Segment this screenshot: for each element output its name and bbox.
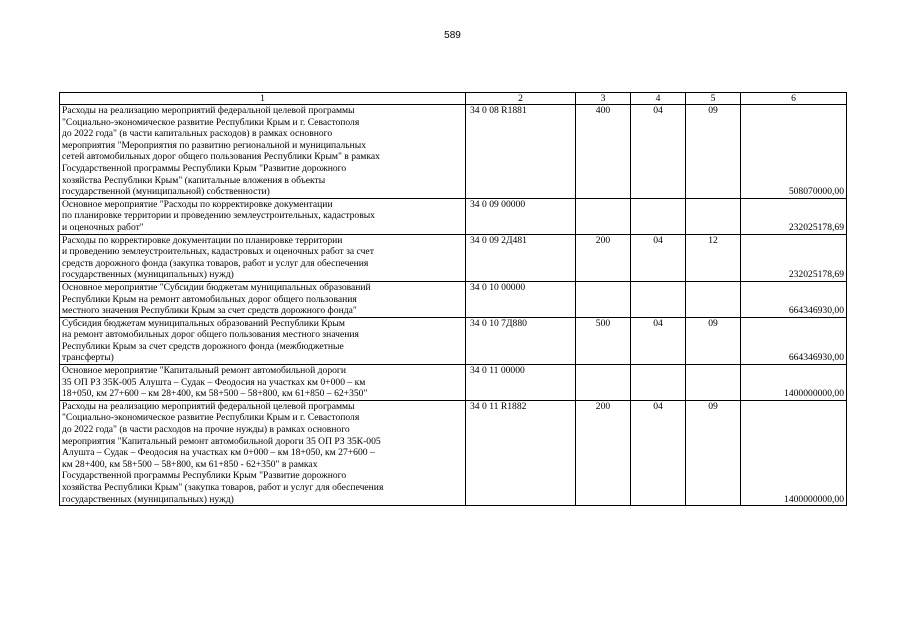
- description-line: трансферты): [62, 352, 114, 364]
- description-line: хозяйства Республики Крым" (закупка товаров, работ и услуг для обеспечения: [62, 482, 384, 493]
- description-line: мероприятия "Мероприятия по развитию региональной и муниципальных: [62, 139, 367, 151]
- row-col4: 04: [631, 234, 686, 281]
- row-code: 34 0 11 00000: [466, 365, 576, 401]
- row-col3: 200: [576, 400, 631, 505]
- budget-table: [59, 92, 847, 506]
- description-line: Алушта – Судак – Феодосия на участках км 0+000 – км 18+050, км 27+600 –: [62, 447, 375, 459]
- description-line: местного значения Республики Крым за счет средств дорожного фонда": [62, 305, 357, 317]
- description-line: хозяйства Республики Крым" (капитальные вложения в объекты: [62, 174, 326, 186]
- row-description: [60, 105, 466, 199]
- description-line: и проведению землеустроительных, кадастровых и оценочных работ за счет: [62, 246, 374, 258]
- page-number: 589: [444, 30, 461, 41]
- row-col4: 04: [631, 400, 686, 505]
- table-row: [60, 198, 847, 234]
- table-row: [60, 365, 847, 401]
- description-line: 18+050, км 27+600 – км 28+400, км 58+500 – 58+800, км 61+850 – 62+350": [62, 388, 368, 400]
- description-line: Основное мероприятие "Капитальный ремонт автомобильной дороги: [62, 365, 346, 377]
- row-description: [60, 317, 466, 364]
- row-col3: 500: [576, 317, 631, 364]
- row-col3: [576, 365, 631, 401]
- row-amount: 1400000000,00: [741, 365, 847, 401]
- row-col4: [631, 281, 686, 317]
- table-row: [60, 317, 847, 364]
- row-col5: [686, 365, 741, 401]
- row-col5: 09: [686, 400, 741, 505]
- row-col5: 12: [686, 234, 741, 281]
- table-row: [60, 105, 847, 199]
- description-line: до 2022 года" (в части расходов на прочие нужды) в рамках основного: [62, 424, 350, 436]
- row-description: [60, 281, 466, 317]
- row-code: 34 0 09 00000: [466, 198, 576, 234]
- row-code: 34 0 11 R1882: [466, 400, 576, 505]
- description-line: Государственной программы Республики Крым "Развитие дорожного: [62, 162, 347, 174]
- row-col3: [576, 281, 631, 317]
- description-line: сетей автомобильных дорог общего пользования Республики Крым" в рамках: [62, 151, 380, 163]
- row-col4: 04: [631, 317, 686, 364]
- description-line: Расходы на реализацию мероприятий федеральной целевой программы: [62, 105, 355, 116]
- row-amount: 232025178,69: [741, 198, 847, 234]
- row-col5: [686, 281, 741, 317]
- row-code: 34 0 08 R1881: [466, 105, 576, 199]
- row-amount: 664346930,00: [741, 281, 847, 317]
- row-col3: [576, 198, 631, 234]
- row-code: 34 0 09 2Д481: [466, 234, 576, 281]
- row-description: [60, 234, 466, 281]
- description-line: государственных (муниципальных) нужд): [62, 269, 234, 281]
- description-line: "Социально-экономическое развитие Республики Крым и г. Севастополя: [62, 412, 360, 424]
- description-line: Государственной программы Республики Крым "Развитие дорожного: [62, 470, 347, 482]
- description-line: Основное мероприятие "Расходы по корректировке документации: [62, 198, 333, 210]
- row-description: [60, 198, 466, 234]
- description-line: Субсидия бюджетам муниципальных образований Республики Крым: [62, 317, 345, 329]
- row-amount: 508070000,00: [741, 105, 847, 199]
- description-line: Республики Крым за счет средств дорожного фонда (межбюджетные: [62, 340, 344, 352]
- row-col5: 09: [686, 317, 741, 364]
- row-code: 34 0 10 00000: [466, 281, 576, 317]
- description-line: на ремонт автомобильных дорог общего пользования местного значения: [62, 329, 359, 341]
- row-amount: 232025178,69: [741, 234, 847, 281]
- header-row: [60, 93, 847, 105]
- description-line: "Социально-экономическое развитие Республики Крым и г. Севастополя: [62, 116, 360, 128]
- row-description: [60, 400, 466, 505]
- row-description: [60, 365, 466, 401]
- table-row: [60, 234, 847, 281]
- description-line: государственных (муниципальных) нужд): [62, 493, 234, 505]
- header-cell-4: 4: [631, 93, 686, 105]
- description-line: Республики Крым на ремонт автомобильных дорог общего пользования: [62, 293, 357, 305]
- description-line: км 28+400, км 58+500 – 58+800, км 61+850 - 62+350" в рамках: [62, 458, 318, 470]
- description-line: и оценочных работ": [62, 221, 144, 233]
- header-cell-6: 6: [741, 93, 847, 105]
- header-cell-2: 2: [466, 93, 576, 105]
- row-col4: [631, 365, 686, 401]
- description-line: Расходы на реализацию мероприятий федеральной целевой программы: [62, 400, 355, 412]
- description-line: Основное мероприятие "Субсидии бюджетам муниципальных образований: [62, 281, 371, 293]
- row-col5: [686, 198, 741, 234]
- row-col3: 400: [576, 105, 631, 199]
- description-line: Расходы по корректировке документации по планировке территории: [62, 234, 343, 246]
- header-cell-5: 5: [686, 93, 741, 105]
- row-amount: 1400000000,00: [741, 400, 847, 505]
- description-line: государственной (муниципальной) собственности): [62, 186, 270, 198]
- row-col4: 04: [631, 105, 686, 199]
- description-line: 35 ОП РЗ 35К-005 Алушта – Судак – Феодосия на участках км 0+000 – км: [62, 376, 366, 388]
- description-line: мероприятия "Капитальный ремонт автомобильной дороги 35 ОП РЗ 35К-005: [62, 435, 381, 447]
- table-row: [60, 281, 847, 317]
- description-line: по планировке территории и проведению землеустроительных, кадастровых: [62, 210, 375, 222]
- description-line: средств дорожного фонда (закупка товаров, работ и услуг для обеспечения: [62, 257, 369, 269]
- row-col3: 200: [576, 234, 631, 281]
- header-cell-3: 3: [576, 93, 631, 105]
- table-row: [60, 400, 847, 505]
- header-cell-1: 1: [60, 93, 466, 105]
- row-col5: 09: [686, 105, 741, 199]
- row-code: 34 0 10 7Д880: [466, 317, 576, 364]
- description-line: до 2022 года" (в части капитальных расходов) в рамках основного: [62, 128, 333, 140]
- row-amount: 664346930,00: [741, 317, 847, 364]
- row-col4: [631, 198, 686, 234]
